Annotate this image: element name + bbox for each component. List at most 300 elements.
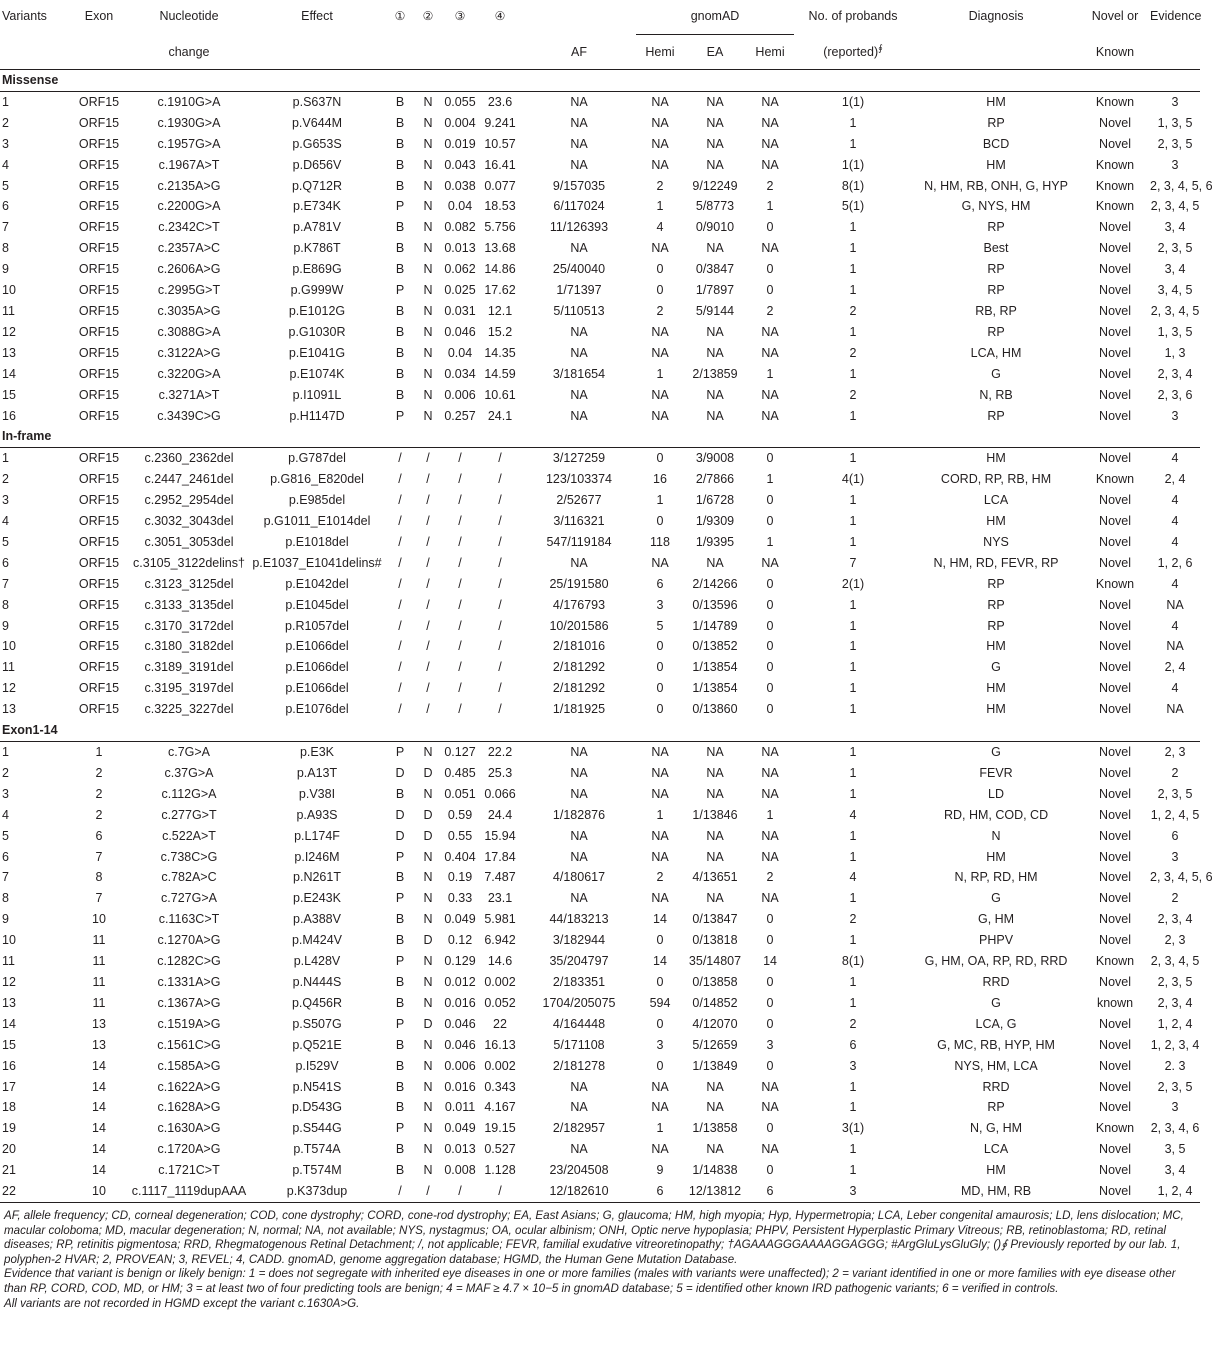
table-cell: NYS: [983, 534, 1009, 549]
table-cell: 0.257: [444, 408, 476, 423]
table-cell: 1: [849, 115, 857, 130]
table-cell: 7: [95, 891, 103, 906]
table-cell: 15: [2, 387, 16, 402]
table-cell: c.3032_3043del: [144, 514, 234, 529]
table-cell: N: [423, 303, 433, 318]
table-cell: /: [426, 702, 430, 717]
table-cell: /: [498, 597, 502, 612]
table-cell: N: [423, 1121, 433, 1136]
table-cell: 1/14838: [692, 1163, 738, 1178]
table-cell: 2/7866: [695, 472, 735, 487]
table-cell: c.1367A>G: [157, 995, 221, 1010]
table-cell: NA: [651, 136, 669, 151]
table-cell: 12: [2, 324, 16, 339]
table-cell: /: [498, 493, 502, 508]
table-row: [0, 448, 1200, 469]
table-cell: 2: [95, 786, 103, 801]
table-cell: B: [395, 933, 405, 948]
table-cell: 16: [2, 1058, 16, 1073]
table-row: [0, 343, 1200, 364]
table-cell: 547/119184: [546, 534, 612, 549]
table-cell: 1: [849, 534, 857, 549]
table-cell: 0.019: [444, 136, 476, 151]
table-cell: 1: [2, 745, 9, 759]
table-cell: N: [423, 283, 433, 298]
table-cell: c.2342C>T: [158, 220, 220, 235]
table-cell: P: [395, 1121, 405, 1136]
table-cell: 0.404: [444, 849, 476, 864]
table-cell: ORF15: [78, 345, 120, 360]
table-cell: 6.942: [484, 933, 516, 948]
table-cell: 0/13818: [692, 933, 738, 948]
table-cell: c.1331A>G: [157, 974, 221, 989]
table-cell: Novel: [1099, 115, 1132, 130]
table-cell: 2/182957: [552, 1121, 606, 1136]
table-cell: 8: [2, 241, 9, 256]
table-cell: 1/13849: [692, 1058, 738, 1073]
table-cell: Novel: [1099, 745, 1132, 759]
table-cell: 0.129: [444, 954, 476, 969]
table-cell: c.2357A>C: [157, 241, 221, 256]
table-cell: /: [498, 472, 502, 487]
table-cell: 1: [656, 366, 664, 381]
table-cell: N: [423, 345, 433, 360]
table-cell: ORF15: [78, 472, 120, 487]
table-cell: 1: [849, 408, 857, 423]
table-row: [0, 1056, 1200, 1077]
table-cell: 3/127259: [552, 451, 606, 466]
table-cell: NA: [651, 345, 669, 360]
table-cell: 5/171108: [553, 1037, 605, 1052]
header-ea: EA: [706, 45, 724, 59]
table-cell: 2, 3, 4, 5, 6: [1150, 178, 1213, 193]
table-cell: /: [398, 618, 402, 633]
table-cell: 3: [1171, 1100, 1179, 1115]
table-cell: p.E1076del: [285, 702, 349, 717]
table-cell: 0.062: [444, 262, 476, 277]
table-cell: HM: [986, 451, 1006, 466]
table-cell: D: [395, 765, 405, 780]
table-cell: p.T574A: [293, 1142, 341, 1157]
table-cell: LCA: [983, 493, 1009, 508]
header-probands-reported: (reported)∮: [823, 42, 883, 59]
table-cell: p.V38I: [298, 786, 336, 801]
table-cell: B: [395, 136, 405, 151]
table-cell: 0/3847: [695, 262, 735, 277]
table-cell: 5(1): [841, 199, 865, 214]
table-cell: 2: [2, 472, 9, 487]
table-cell: 1: [849, 324, 857, 339]
table-cell: 2, 3: [1164, 933, 1186, 948]
table-cell: c.3122A>G: [157, 345, 221, 360]
table-cell: N: [423, 786, 433, 801]
table-cell: N: [423, 199, 433, 214]
table-cell: p.E985del: [288, 493, 346, 508]
table-cell: RP: [987, 220, 1005, 235]
table-cell: NA: [570, 786, 588, 801]
table-cell: 10: [2, 639, 16, 654]
table-cell: 0.066: [484, 786, 516, 801]
table-cell: Known: [1095, 178, 1135, 193]
table-cell: /: [458, 660, 462, 675]
table-cell: 0.527: [484, 1142, 516, 1157]
table-cell: 1/9309: [695, 514, 735, 529]
header-exon: Exon: [84, 9, 114, 23]
table-cell: 2, 4: [1164, 660, 1186, 675]
table-row: [0, 155, 1200, 176]
table-cell: 11: [2, 303, 15, 318]
table-row: [0, 1014, 1200, 1035]
table-cell: 0.034: [444, 366, 476, 381]
table-row: [0, 469, 1200, 490]
table-cell: c.7G>A: [167, 745, 211, 759]
table-row: [0, 490, 1200, 511]
table-cell: 21: [2, 1163, 16, 1178]
header-evidence: Evidence: [1150, 9, 1202, 23]
table-cell: p.V644M: [291, 115, 343, 130]
table-row: [0, 196, 1200, 217]
table-cell: 6: [2, 555, 9, 570]
table-cell: 25/191580: [549, 576, 609, 591]
table-cell: /: [478, 1181, 522, 1202]
table-cell: D: [423, 933, 433, 948]
table-cell: 1, 2, 4: [1150, 1181, 1200, 1202]
table-cell: /: [498, 534, 502, 549]
table-cell: 9: [2, 912, 9, 927]
table-cell: c.1910G>A: [157, 94, 221, 109]
table-cell: ORF15: [78, 199, 120, 214]
header-novel: Novel or: [1091, 9, 1139, 23]
table-cell: ORF15: [78, 178, 120, 193]
table-cell: 0.002: [484, 974, 516, 989]
table-cell: 14: [92, 1079, 106, 1094]
table-cell: c.3271A>T: [158, 387, 220, 402]
table-cell: NA: [651, 828, 669, 843]
table-cell: ORF15: [78, 576, 120, 591]
table-cell: p.K786T: [293, 241, 341, 256]
table-cell: c.1930G>A: [157, 115, 221, 130]
table-cell: 0/13596: [692, 597, 738, 612]
table-cell: B: [395, 995, 405, 1010]
table-cell: p.N261T: [293, 870, 341, 885]
table-cell: NA: [761, 387, 779, 402]
table-cell: 1: [766, 807, 774, 822]
table-cell: 2, 3, 4, 5: [1150, 199, 1200, 214]
table-cell: 3/181654: [552, 366, 606, 381]
table-cell: B: [395, 387, 405, 402]
table-cell: 1: [849, 745, 857, 759]
table-cell: p.G999W: [290, 283, 344, 298]
table-cell: N: [423, 387, 433, 402]
table-cell: 1: [849, 493, 857, 508]
table-cell: 5/110513: [553, 303, 605, 318]
table-cell: 0: [766, 618, 774, 633]
table-cell: ORF15: [78, 220, 120, 235]
table-cell: 24.4: [487, 807, 513, 822]
table-cell: 12/182610: [522, 1181, 636, 1202]
table-row: [0, 951, 1200, 972]
table-cell: 0: [656, 514, 664, 529]
table-cell: 0: [656, 681, 664, 696]
table-cell: N: [423, 912, 433, 927]
table-cell: 2/181016: [552, 639, 606, 654]
table-cell: p.Q712R: [291, 178, 343, 193]
table-cell: Novel: [1099, 660, 1132, 675]
table-cell: NA: [706, 1100, 724, 1115]
table-cell: known: [1096, 995, 1134, 1010]
probands-mark: ∮: [878, 42, 883, 53]
table-cell: Known: [1095, 576, 1135, 591]
table-cell: 17.62: [484, 283, 516, 298]
table-cell: 0.051: [444, 786, 476, 801]
table-cell: 4: [1171, 451, 1179, 466]
table-cell: 3: [656, 597, 664, 612]
table-cell: 3, 4: [1164, 1163, 1186, 1178]
table-cell: NYS, HM, LCA: [954, 1058, 1038, 1073]
table-cell: 11: [92, 933, 106, 948]
table-cell: 14.6: [487, 954, 513, 969]
table-cell: 1/13854: [692, 660, 738, 675]
table-cell: MD, HM, RB: [912, 1181, 1080, 1202]
table-cell: B: [395, 324, 405, 339]
table-cell: 9.241: [484, 115, 516, 130]
table-cell: 0.025: [444, 283, 476, 298]
table-cell: 0.046: [444, 1037, 476, 1052]
table-cell: NA: [570, 1100, 588, 1115]
table-cell: LCA: [983, 1142, 1009, 1157]
table-cell: 0/13847: [692, 912, 738, 927]
table-cell: 4: [1171, 534, 1179, 549]
table-cell: ORF15: [78, 514, 120, 529]
table-cell: 7.487: [484, 870, 516, 885]
table-cell: 1, 2, 3, 4: [1150, 1037, 1200, 1052]
table-cell: 0.052: [484, 995, 516, 1010]
table-cell: p.E1045del: [285, 597, 349, 612]
table-cell: 0: [766, 1058, 774, 1073]
table-cell: p.E869G: [292, 262, 342, 277]
table-cell: Novel: [1099, 345, 1132, 360]
table-cell: 0: [766, 576, 774, 591]
table-cell: /: [458, 534, 462, 549]
table-cell: c.1957G>A: [157, 136, 221, 151]
table-cell: 3, 4: [1164, 220, 1186, 235]
table-cell: N: [423, 178, 433, 193]
table-cell: N: [423, 94, 433, 109]
table-cell: 2: [656, 178, 664, 193]
table-cell: ORF15: [78, 555, 120, 570]
table-cell: G, NYS, HM: [961, 199, 1031, 214]
footnotes: [0, 1203, 1200, 1311]
table-cell: 1: [849, 1100, 857, 1115]
table-cell: PHPV: [979, 933, 1014, 948]
table-row: [0, 1181, 1200, 1202]
table-cell: Novel: [1099, 702, 1132, 717]
table-cell: 11: [92, 954, 106, 969]
table-cell: p.D656V: [292, 157, 342, 172]
table-cell: 18.53: [484, 199, 516, 214]
table-cell: 1: [849, 891, 857, 906]
table-cell: Novel: [1099, 324, 1132, 339]
table-cell: c.2952_2954del: [144, 493, 234, 508]
table-cell: NA: [761, 408, 779, 423]
table-cell: /: [386, 1181, 414, 1202]
table-cell: 0.19: [447, 870, 473, 885]
table-cell: ORF15: [78, 681, 120, 696]
table-cell: N: [423, 849, 433, 864]
table-cell: 1: [849, 974, 857, 989]
table-cell: 8: [2, 597, 9, 612]
table-cell: 2, 3, 5: [1157, 241, 1193, 256]
table-cell: 1: [849, 681, 857, 696]
table-cell: c.522A>T: [162, 828, 216, 843]
table-row: [0, 972, 1200, 993]
table-cell: B: [395, 974, 405, 989]
table-cell: HM: [986, 702, 1006, 717]
table-cell: NA: [761, 1079, 779, 1094]
table-cell: ORF15: [78, 702, 120, 717]
table-cell: 2: [95, 765, 103, 780]
table-cell: 2/183351: [552, 974, 606, 989]
table-cell: NA: [706, 157, 724, 172]
table-cell: 1704/205075: [542, 995, 616, 1010]
table-cell: NA: [651, 849, 669, 864]
table-cell: N: [423, 1058, 433, 1073]
table-cell: Novel: [1099, 618, 1132, 633]
table-cell: 10: [92, 912, 106, 927]
table-cell: 1/13854: [692, 681, 738, 696]
table-row: [0, 113, 1200, 134]
table-cell: Novel: [1099, 891, 1132, 906]
table-cell: N: [423, 115, 433, 130]
table-cell: 13: [2, 345, 16, 360]
table-cell: 1: [2, 94, 9, 109]
table-cell: 6: [2, 199, 9, 214]
table-cell: 0/13860: [692, 702, 738, 717]
table-cell: 0.031: [444, 303, 476, 318]
table-cell: B: [395, 345, 405, 360]
table-cell: P: [395, 745, 405, 759]
table-cell: p.S544G: [292, 1121, 342, 1136]
table-cell: Novel: [1099, 262, 1132, 277]
table-row: [0, 532, 1200, 553]
table-cell: 0: [766, 597, 774, 612]
table-cell: B: [395, 1037, 405, 1052]
table-cell: /: [498, 639, 502, 654]
table-cell: D: [395, 828, 405, 843]
table-cell: 4/180617: [552, 870, 606, 885]
table-cell: 0: [656, 1058, 664, 1073]
table-cell: 4: [656, 220, 664, 235]
table-cell: FEVR: [979, 765, 1013, 780]
table-cell: 1: [656, 1121, 664, 1136]
table-cell: p.G653S: [292, 136, 342, 151]
table-cell: 2: [1171, 891, 1179, 906]
table-cell: G, HM, OA, RP, RD, RRD: [924, 954, 1068, 969]
table-cell: RP: [987, 576, 1005, 591]
table-cell: 6/117024: [553, 199, 605, 214]
table-cell: NA: [706, 324, 724, 339]
table-cell: 0.006: [444, 387, 476, 402]
table-cell: 1(1): [841, 157, 865, 172]
table-cell: 0: [656, 1016, 664, 1031]
table-cell: 22: [0, 1181, 68, 1202]
table-cell: B: [395, 115, 405, 130]
table-cell: 0.33: [447, 891, 473, 906]
table-cell: 2/181292: [552, 660, 606, 675]
table-cell: 11: [92, 995, 106, 1010]
table-cell: N, HM, RB, ONH, G, HYP: [924, 178, 1068, 193]
table-cell: 5.981: [484, 912, 516, 927]
table-cell: NA: [651, 745, 669, 759]
table-cell: 8: [95, 870, 103, 885]
table-cell: c.1270A>G: [157, 933, 221, 948]
table-cell: N: [423, 1100, 433, 1115]
header-known: Known: [1095, 44, 1135, 59]
table-cell: p.E1066del: [285, 660, 349, 675]
table-cell: NA: [761, 555, 779, 570]
table-cell: c.3170_3172del: [144, 618, 234, 633]
table-cell: NA: [651, 1142, 669, 1157]
table-row: [0, 176, 1200, 197]
table-cell: 7: [849, 555, 857, 570]
table-cell: 0: [766, 639, 774, 654]
table-cell: D: [423, 807, 433, 822]
table-cell: 0: [656, 262, 664, 277]
table-cell: Novel: [1099, 1079, 1132, 1094]
table-cell: p.N444S: [292, 974, 342, 989]
table-cell: 5.756: [484, 220, 516, 235]
table-cell: ORF15: [78, 660, 120, 675]
table-cell: 0/13852: [692, 639, 738, 654]
table-cell: 1/181925: [552, 702, 606, 717]
table-cell: 2, 3, 4: [1157, 366, 1193, 381]
table-cell: 1: [849, 933, 857, 948]
table-cell: HM: [986, 94, 1006, 109]
table-cell: ORF15: [78, 493, 120, 508]
table-cell: N: [423, 954, 433, 969]
table-row: [0, 993, 1200, 1014]
table-cell: Novel: [1099, 933, 1132, 948]
table-cell: /: [458, 576, 462, 591]
table-cell: Novel: [1099, 1142, 1132, 1157]
table-cell: NA: [761, 849, 779, 864]
table-row: [0, 763, 1200, 784]
table-cell: 0: [766, 912, 774, 927]
table-row: [0, 1097, 1200, 1118]
table-cell: N: [423, 241, 433, 256]
table-cell: 2: [849, 1016, 857, 1031]
table-cell: NA: [706, 828, 724, 843]
table-cell: 11: [2, 660, 15, 675]
table-cell: NA: [761, 745, 779, 759]
table-cell: G: [991, 660, 1001, 675]
table-cell: /: [426, 472, 430, 487]
table-cell: 2, 3, 5: [1157, 136, 1193, 151]
table-cell: 0: [766, 974, 774, 989]
header-hemi-1: Hemi: [645, 45, 675, 59]
table-cell: LCA, G: [975, 1016, 1017, 1031]
table-cell: 16: [2, 408, 16, 423]
table-cell: p.E243K: [293, 891, 341, 906]
table-cell: 11: [2, 954, 15, 969]
table-cell: 44/183213: [549, 912, 609, 927]
table-cell: 2, 3, 4: [1157, 912, 1193, 927]
table-cell: 14: [92, 1142, 106, 1157]
table-cell: 2, 3, 4: [1157, 995, 1193, 1010]
table-cell: 4.167: [484, 1100, 516, 1115]
table-cell: NA: [1166, 597, 1184, 612]
table-cell: NA: [570, 745, 588, 759]
